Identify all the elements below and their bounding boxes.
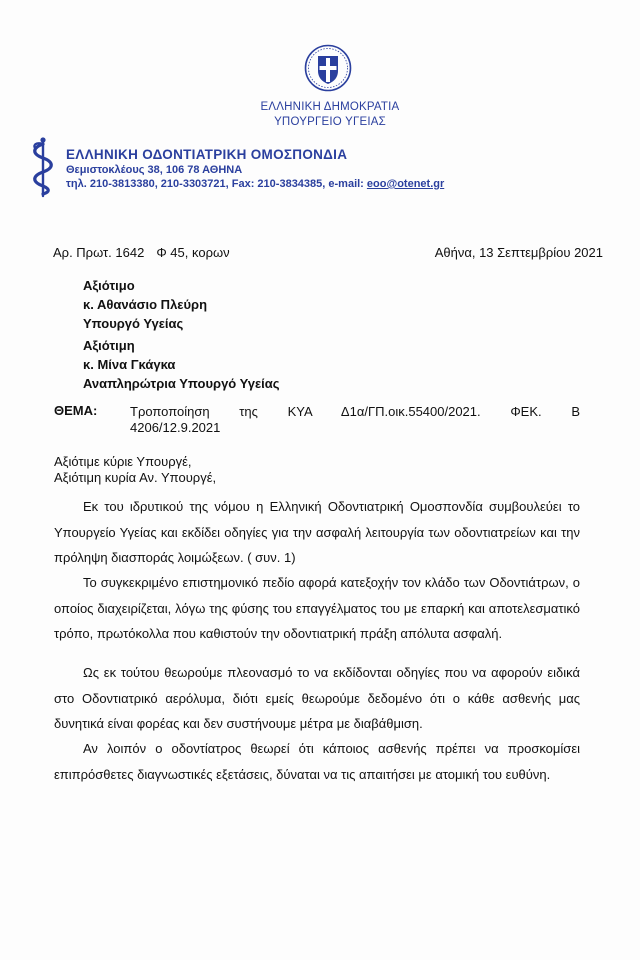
federation-address: Θεμιστοκλέους 38, 106 78 ΑΘΗΝΑ <box>66 164 243 176</box>
recipient-2-salutation: Αξιότιμη <box>83 338 135 353</box>
recipient-1 <box>83 276 207 333</box>
reference-line <box>53 245 230 260</box>
recipient-1-name: κ. Αθανάσιο Πλεύρη <box>83 297 208 312</box>
government-line-2: ΥΠΟΥΡΓΕΙΟ ΥΓΕΙΑΣ <box>274 116 386 128</box>
government-line-1: ΕΛΛΗΝΙΚΗ ΔΗΜΟΚΡΑΤΙΑ <box>260 101 400 113</box>
caduceus-icon <box>28 136 58 198</box>
letter-date: Αθήνα, 13 Σεπτεμβρίου 2021 <box>434 245 603 260</box>
salutation <box>54 454 216 486</box>
salutation-line-1: Αξιότιμε κύριε Υπουργέ, <box>54 454 192 469</box>
recipient-2-title: Αναπληρώτρια Υπουργό Υγείας <box>83 376 280 391</box>
federation-contact-text: τηλ. 210-3813380, 210-3303721, Fax: 210-3834385, e-mail: <box>66 178 367 190</box>
recipient-1-title: Υπουργό Υγείας <box>83 316 184 331</box>
subject-line-1: Τροποποίηση της ΚΥΑ Δ1α/ΓΠ.οικ.55400/2021. ΦΕΚ. Β <box>130 404 580 419</box>
subject-label: ΘΕΜΑ: <box>54 403 98 418</box>
recipient-2-name: κ. Μίνα Γκάγκα <box>83 357 176 372</box>
greek-coat-of-arms-icon <box>304 44 352 92</box>
body-paragraph-1: Εκ του ιδρυτικού της νόμου η Ελληνική Οδοντιατρική Ομοσπονδία συμβουλεύει το Υπουργείο Υγείας και εκδίδει οδηγίες για την ασφαλή λειτουργία των οδοντιατρείων και την πρόληψη διασποράς λοιμώξεων. ( συν. 1) <box>54 499 580 565</box>
body-paragraph-3: Ως εκ τούτου θεωρούμε πλεονασμό το να εκδίδονται οδηγίες που να αφορούν ειδικά στο Οδοντιατρικό αερόλυμα, διότι εμείς θεωρούμε δεδομένο ότι ο κάθε ασθενής μας δυνητικά είναι φορέας και δεν συστήνουμε μέτρα με διαβάθμιση. <box>54 665 580 731</box>
federation-contact <box>66 178 444 190</box>
federation-name: ΕΛΛΗΝΙΚΗ ΟΔΟΝΤΙΑΤΡΙΚΗ ΟΜΟΣΠΟΝΔΙΑ <box>66 147 348 162</box>
recipient-1-salutation: Αξιότιμο <box>83 278 135 293</box>
body-paragraph-4: Αν λοιπόν ο οδοντίατρος θεωρεί ότι κάποιος ασθενής πρέπει να προσκομίσει επιπρόσθετες διαγνωστικές εξετάσεις, δύναται να τις απαιτήσει με ατομική του ευθύνη. <box>54 741 580 782</box>
salutation-line-2: Αξιότιμη κυρία Αν. Υπουργέ, <box>54 470 217 485</box>
body-paragraph-2: Το συγκεκριμένο επιστημονικό πεδίο αφορά κατεξοχήν τον κλάδο των Οδοντιάτρων, ο οποίος διαχειρίζεται, λόγω της φύσης του επαγγέλματος του με επαρκή και αποτελεσματικό τρόπο, πρωτόκολλα που καθιστούν την οδοντιατρική πράξη απόλυτα ασφαλή. <box>54 575 580 641</box>
protocol-number: Αρ. Πρωτ. 1642 <box>53 245 145 260</box>
federation-email-link[interactable]: eoo@otenet.gr <box>366 178 445 190</box>
file-number: Φ 45, κορων <box>156 245 230 260</box>
recipient-2 <box>83 336 280 393</box>
subject-line-2: 4206/12.9.2021 <box>130 420 221 435</box>
